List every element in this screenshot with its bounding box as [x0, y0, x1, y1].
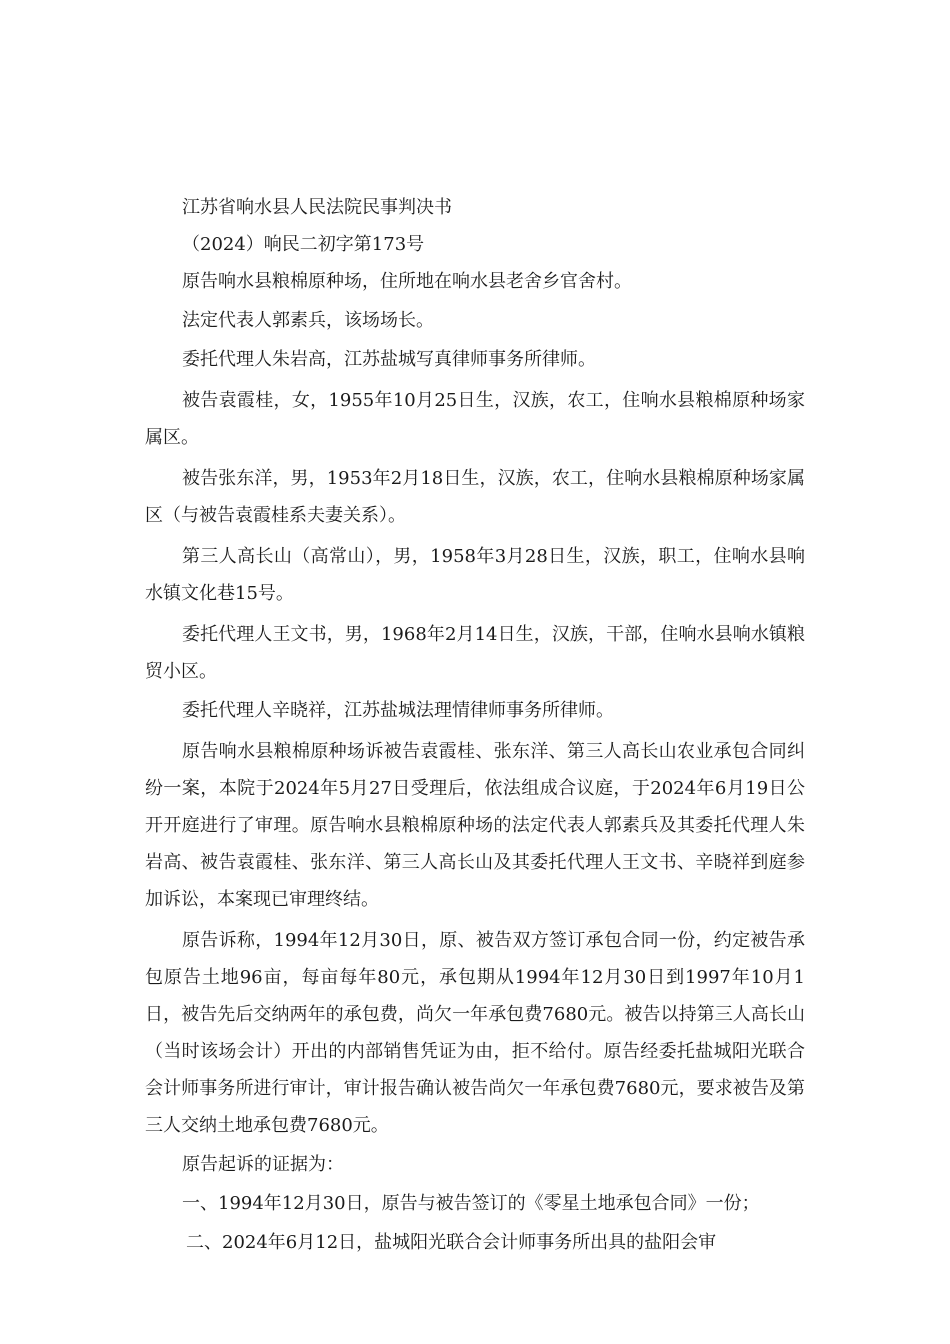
paragraph-case-summary: 原告响水县粮棉原种场诉被告袁霞桂、张东洋、第三人高长山农业承包合同纠纷一案，本院于2024年5月27日受理后，依法组成合议庭，于2024年6月19日公开开庭进行了审理。原告响水县粮棉原种场的法定代表人郭素兵及其委托代理人朱岩高、被告袁霞桂、张东洋、第三人高长山及其委托代理人王文书、辛晓祥到庭参加诉讼，本案现已审理终结。 — [145, 741, 805, 910]
paragraph-evidence-2: 二、2024年6月12日，盐城阳光联合会计师事务所出具的盐阳会审 — [186, 1232, 717, 1253]
paragraph-evidence-1: 一、1994年12月30日，原告与被告签订的《零星土地承包合同》一份； — [182, 1193, 760, 1214]
paragraph-evidence-heading: 原告起诉的证据为： — [182, 1154, 344, 1175]
paragraph-third-party-agent-1: 委托代理人王文书，男，1968年2月14日生，汉族，干部，住响水县响水镇粮贸小区。 — [145, 624, 805, 682]
paragraph-plaintiff: 原告响水县粮棉原种场，住所地在响水县老舍乡官舍村。 — [182, 271, 632, 292]
paragraph-plaintiff-agent: 委托代理人朱岩高，江苏盐城写真律师事务所律师。 — [182, 349, 596, 370]
paragraph-third-party-agent-2: 委托代理人辛晓祥，江苏盐城法理情律师事务所律师。 — [182, 700, 614, 721]
paragraph-third-party: 第三人高长山（高常山），男，1958年3月28日生，汉族，职工，住响水县响水镇文化巷15号。 — [145, 546, 805, 604]
paragraph-defendant-2: 被告张东洋，男，1953年2月18日生，汉族，农工，住响水县粮棉原种场家属区（与被告袁霞桂系夫妻关系）。 — [145, 468, 805, 526]
document-title: 江苏省响水县人民法院民事判决书 — [182, 197, 452, 218]
case-number: （2024）响民二初字第173号 — [182, 234, 425, 255]
paragraph-legal-representative: 法定代表人郭素兵，该场场长。 — [182, 310, 434, 331]
judgment-document — [145, 191, 805, 1265]
paragraph-defendant-1: 被告袁霞桂，女，1955年10月25日生，汉族，农工，住响水县粮棉原种场家属区。 — [145, 390, 805, 448]
paragraph-plaintiff-claim: 原告诉称，1994年12月30日，原、被告双方签订承包合同一份，约定被告承包原告土地96亩，每亩每年80元，承包期从1994年12月30日到1997年10月1日，被告先后交纳两年的承包费，尚欠一年承包费7680元。被告以持第三人高长山（当时该场会计）开出的内部销售凭证为由，拒不给付。原告经委托盐城阳光联合会计师事务所进行审计，审计报告确认被告尚欠一年承包费7680元，要求被告及第三人交纳土地承包费7680元。 — [145, 930, 805, 1136]
